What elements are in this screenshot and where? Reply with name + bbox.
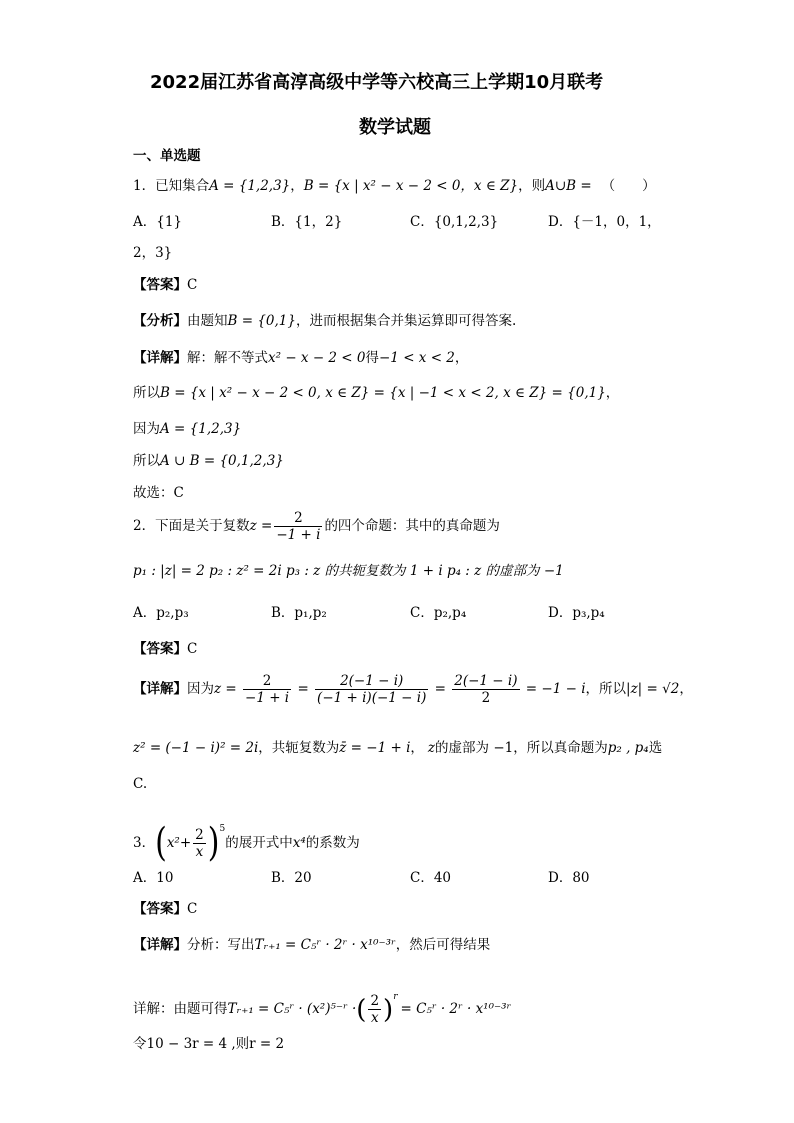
question-1-detail-line-4: 所以A ∪ B = {0,1,2,3} bbox=[133, 453, 284, 469]
question-1-detail-line-1: 【详解】解：解不等式x² − x − 2 < 0得−1 < x < 2， bbox=[133, 350, 469, 366]
fraction: $\frac{2}{-1 + i}$ bbox=[276, 510, 321, 543]
question-3-detail-line-1: 【详解】分析：写出Tᵣ₊₁ = C₅ʳ · 2ʳ · x¹⁰⁻³ʳ，然后可得结果 bbox=[133, 937, 491, 953]
question-1-analysis: 【分析】由题知B = {0,1}，进而根据集合并集运算即可得答案. bbox=[133, 313, 517, 329]
question-3-detail-line-2: 详解：由题可得Tᵣ₊₁ = C₅ʳ · (x²)⁵⁻ʳ ·( $\frac{2}{x}$ )$^r$= C₅ʳ · 2ʳ · x¹⁰⁻³ʳ bbox=[133, 992, 512, 1026]
question-3-option-d: D．80 bbox=[548, 870, 590, 886]
question-2-propositions: p₁ : |z| = 2 p₂ : z² = 2i p₃ : z 的共轭复数为 1 + i p₄ : z 的虚部为 −1 bbox=[133, 563, 564, 579]
fraction: $\frac{2(-1 - i)}{2}$ bbox=[454, 673, 518, 706]
question-1-option-a: A．{1} bbox=[133, 214, 183, 230]
question-2-option-c: C．p₂,p₄ bbox=[410, 605, 467, 621]
question-1-detail-line-3: 因为A = {1,2,3} bbox=[133, 421, 242, 437]
section-heading: 一、单选题 bbox=[133, 148, 201, 164]
question-1-stem: 1．已知集合A = {1,2,3}，B = {x | x² − x − 2 < 0，x ∈ Z}，则A∪B = （ ） bbox=[133, 178, 656, 194]
question-2-option-a: A．p₂,p₃ bbox=[133, 605, 189, 621]
fraction: $\frac{2}{x}$ bbox=[370, 993, 380, 1026]
question-2-answer: 【答案】C bbox=[133, 641, 198, 657]
question-1-option-d-wrap: 2，3} bbox=[133, 245, 173, 261]
document-title: 2022届江苏省高淳高级中学等六校高三上学期10月联考 bbox=[150, 72, 604, 93]
question-1-answer: 【答案】C bbox=[133, 277, 198, 293]
question-1-conclusion: 故选：C bbox=[133, 485, 184, 501]
fraction: $\frac{2}{-1 + i}$ bbox=[245, 673, 290, 706]
question-1-option-b: B．{1，2} bbox=[271, 214, 343, 230]
question-3-option-b: B．20 bbox=[271, 870, 312, 886]
question-1-detail-line-2: 所以B = {x | x² − x − 2 < 0, x ∈ Z} = {x | −1 < x < 2, x ∈ Z} = {0,1}， bbox=[133, 385, 620, 401]
question-2-stem: 2．下面是关于复数z = $\frac{2}{-1 + i}$ 的四个命题：其中的真命题为 bbox=[133, 510, 500, 543]
question-3-detail-line-3: 令10 − 3r = 4 ,则r = 2 bbox=[133, 1036, 285, 1052]
question-3-stem: 3．(x²+ $\frac{2}{x}$ )$^5$的展开式中x⁴的系数为 bbox=[133, 820, 360, 866]
question-2-detail-line-2: z² = (−1 − i)² = 2i，共轭复数为z̄ = −1 + i， z的虚部为 −1，所以真命题为p₂ , p₄选 bbox=[133, 740, 663, 756]
question-2-option-b: B．p₁,p₂ bbox=[271, 605, 327, 621]
question-1-option-c: C．{0,1,2,3} bbox=[410, 214, 499, 230]
fraction: $\frac{2}{x}$ bbox=[195, 827, 204, 860]
question-2-detail-line-3: C. bbox=[133, 776, 148, 792]
question-2-option-d: D．p₃,p₄ bbox=[548, 605, 605, 621]
question-3-option-c: C．40 bbox=[410, 870, 452, 886]
question-2-detail-line-1: 【详解】因为z = $\frac{2}{-1 + i}$ = $\frac{2(-1 - i)}{(-1 + i)(-1 - i)}$ = $\frac{2(-1 - i)}{2}$ = −1 − i，所以|z| = √2， bbox=[133, 673, 693, 706]
document-subtitle: 数学试题 bbox=[359, 117, 431, 138]
question-3-answer: 【答案】C bbox=[133, 901, 198, 917]
question-1-option-d: D．{－1，0，1， bbox=[548, 214, 661, 230]
question-3-option-a: A．10 bbox=[133, 870, 174, 886]
fraction: $\frac{2(-1 - i)}{(-1 + i)(-1 - i)}$ bbox=[317, 673, 427, 706]
